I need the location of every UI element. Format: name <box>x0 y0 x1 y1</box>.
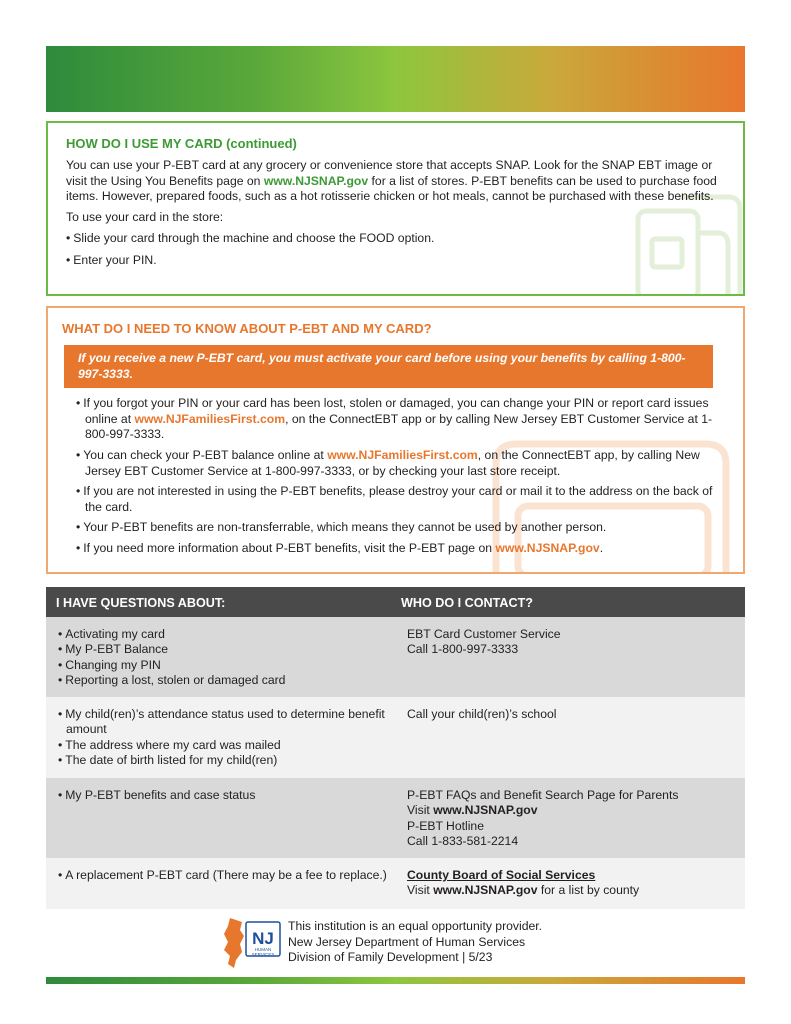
activation-alert: If you receive a new P-EBT card, you must activate your card before using your benefits by calling 1-800-997-3333. <box>64 345 713 388</box>
list-item: • Changing my PIN <box>58 658 401 673</box>
njfamiliesfirst-link[interactable]: www.NJFamiliesFirst.com <box>327 447 478 462</box>
list-item: • The address where my card was mailed <box>58 738 401 753</box>
contact-phone: Call 1-833-581-2214 <box>407 834 519 849</box>
know-title: WHAT DO I NEED TO KNOW ABOUT P-EBT AND MY CARD? <box>62 321 432 336</box>
use-card-section <box>46 121 745 296</box>
contact-line: P-EBT FAQs and Benefit Search Page for Parents <box>407 788 679 802</box>
njsnap-link[interactable]: www.NJSNAP.gov <box>263 173 369 188</box>
bottom-gradient-bar <box>46 977 745 984</box>
table-row <box>46 778 745 858</box>
contact-phone: Call 1-800-997-3333 <box>407 642 519 657</box>
footer <box>220 916 542 970</box>
njfamiliesfirst-link[interactable]: www.NJFamiliesFirst.com <box>134 411 286 426</box>
contact-line: Call your child(ren)’s school <box>407 707 557 721</box>
use-card-bullets <box>66 231 727 268</box>
list-item: • Your P-EBT benefits are non-transferrable, which means they cannot be used by another person. <box>76 520 723 536</box>
list-item: • The date of birth listed for my child(ren) <box>58 753 401 768</box>
nj-state-icon <box>220 916 282 970</box>
njsnap-link[interactable]: www.NJSNAP.gov <box>433 803 538 818</box>
logo-sub2: SERVICES <box>251 952 275 957</box>
list-item: • If you forgot your PIN or your card has been lost, stolen or damaged, you can change your PIN or report card issues online at www.NJFamiliesFirst.com, on the ConnectEBT app or by calling New Jersey EBT Customer Service at 1-800-997-3333. <box>76 396 723 443</box>
contact-line: EBT Card Customer Service <box>407 627 561 641</box>
list-item: • My child(ren)’s attendance status used to determine benefit amount <box>58 707 401 738</box>
table-row <box>46 617 745 697</box>
contact-line: Visit www.NJSNAP.gov for a list by county <box>407 883 640 898</box>
footer-text <box>288 919 542 966</box>
use-card-paragraph: You can use your P-EBT card at any grocery or convenience store that accepts SNAP. Look for the SNAP EBT image or visit the Using You Benefits page on www.NJSNAP.gov for a list of stores. P-EBT benefits can be used to purchase food items. However, prepared foods, such as a hot rotisserie chicken or hot meals, cannot be purchased with these benefits. <box>66 158 717 204</box>
table-row <box>46 858 745 909</box>
use-card-instructions: To use your card in the store: <box>66 209 224 224</box>
use-card-title: HOW DO I USE MY CARD (continued) <box>66 136 297 151</box>
njsnap-link[interactable]: www.NJSNAP.gov <box>495 540 600 555</box>
footer-line: Division of Family Development | 5/23 <box>288 950 493 965</box>
list-item: • My P-EBT benefits and case status <box>58 788 401 803</box>
list-item: • My P-EBT Balance <box>58 642 401 657</box>
contact-header: WHO DO I CONTACT? <box>401 596 533 610</box>
list-item: • A replacement P-EBT card (There may be a fee to replace.) <box>58 868 401 883</box>
top-gradient-banner <box>46 46 745 112</box>
contact-line: P-EBT Hotline <box>407 818 484 833</box>
list-item: • Slide your card through the machine and choose the FOOD option. <box>66 231 727 247</box>
footer-line: This institution is an equal opportunity provider. <box>288 919 543 933</box>
table-row <box>46 697 745 778</box>
list-item: • Reporting a lost, stolen or damaged card <box>58 673 401 688</box>
list-item: • If you need more information about P-EBT benefits, visit the P-EBT page on www.NJSNAP.gov. <box>76 541 723 557</box>
county-board-link[interactable]: County Board of Social Services <box>407 868 596 882</box>
list-item: • Enter your PIN. <box>66 253 727 269</box>
list-item: • You can check your P-EBT balance online at www.NJFamiliesFirst.com, on the ConnectEBT app, by calling New Jersey EBT Customer Service at 1-800-997-3333, or by checking your last store receipt. <box>76 448 723 479</box>
list-item: • If you are not interested in using the P-EBT benefits, please destroy your card or mail it to the address on the back of the card. <box>76 484 723 515</box>
logo-letters: NJ <box>252 929 274 948</box>
table-header <box>46 587 745 617</box>
contact-table <box>46 587 745 909</box>
njsnap-link[interactable]: www.NJSNAP.gov <box>433 883 538 898</box>
footer-line: New Jersey Department of Human Services <box>288 934 526 949</box>
logo-sub1: HUMAN <box>254 947 272 952</box>
know-section <box>46 306 745 574</box>
contact-line: Visit www.NJSNAP.gov <box>407 803 538 818</box>
list-item: • Activating my card <box>58 627 401 642</box>
nj-human-services-logo <box>220 916 282 970</box>
questions-header: I HAVE QUESTIONS ABOUT: <box>56 596 226 610</box>
know-bullets <box>76 396 723 556</box>
